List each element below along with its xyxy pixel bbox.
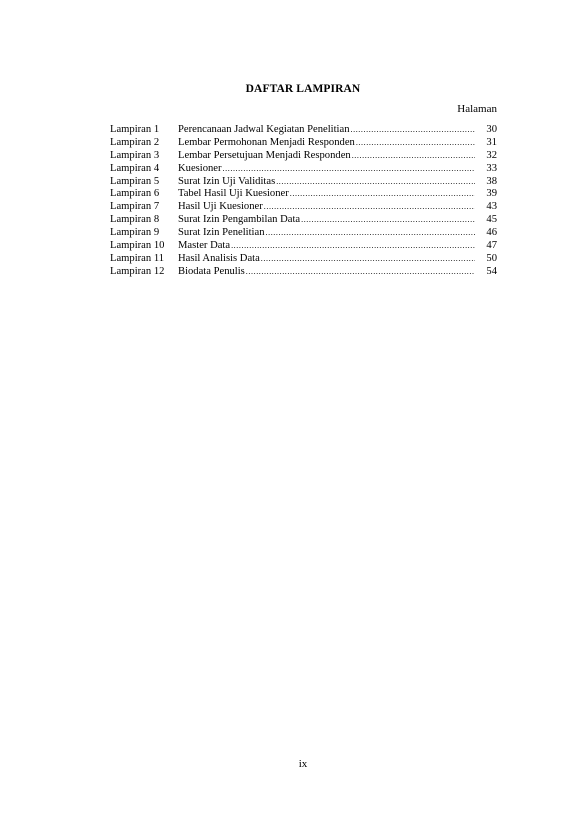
- appendix-title: Tabel Hasil Uji Kuesioner: [178, 188, 289, 200]
- dot-leader: [246, 266, 475, 279]
- appendix-page: 45: [486, 214, 497, 226]
- appendix-label: Lampiran 10: [110, 240, 165, 252]
- list-item: [110, 201, 497, 214]
- appendix-title: Kuesioner: [178, 162, 222, 174]
- dot-leader: [290, 188, 475, 201]
- appendix-label: Lampiran 8: [110, 214, 160, 226]
- appendix-list: [110, 124, 497, 279]
- appendix-page: 33: [486, 162, 497, 174]
- dot-leader: [276, 176, 475, 189]
- list-item: [110, 124, 497, 137]
- list-item: [110, 227, 497, 240]
- list-item: [110, 188, 497, 201]
- appendix-label: Lampiran 9: [110, 227, 160, 239]
- appendix-title: Master Data: [178, 240, 231, 252]
- appendix-page: 43: [486, 201, 497, 213]
- appendix-label: Lampiran 6: [110, 188, 160, 200]
- appendix-label: Lampiran 5: [110, 175, 160, 187]
- dot-leader: [223, 163, 475, 176]
- appendix-page: 30: [486, 124, 497, 135]
- appendix-title: Surat Izin Uji Validitas: [178, 175, 276, 187]
- page-number: ix: [298, 758, 308, 770]
- list-item: [110, 266, 497, 279]
- list-item: [110, 163, 497, 176]
- appendix-title: Lembar Persetujuan Menjadi Responden: [178, 149, 351, 161]
- appendix-page: 38: [486, 175, 497, 187]
- appendix-label: Lampiran 12: [110, 265, 165, 277]
- appendix-title: Lembar Permohonan Menjadi Responden: [178, 136, 355, 148]
- appendix-label: Lampiran 1: [110, 124, 160, 135]
- dot-leader: [264, 201, 475, 214]
- appendix-title: Hasil Uji Kuesioner: [178, 201, 263, 213]
- dot-leader: [266, 227, 476, 240]
- appendix-page: 50: [486, 252, 497, 264]
- appendix-title: Surat Izin Penelitian: [178, 227, 265, 239]
- appendix-page: 47: [486, 240, 497, 252]
- appendix-label: Lampiran 11: [110, 252, 165, 264]
- appendix-title: Surat Izin Pengambilan Data: [178, 214, 301, 226]
- appendix-page: 32: [486, 149, 497, 161]
- list-item: [110, 253, 497, 266]
- dot-leader: [231, 240, 475, 253]
- appendix-title: Hasil Analisis Data: [178, 252, 260, 264]
- dot-leader: [352, 150, 475, 163]
- dot-leader: [356, 137, 475, 150]
- dot-leader: [261, 253, 475, 266]
- list-item: [110, 214, 497, 227]
- appendix-title: Perencanaan Jadwal Kegiatan Penelitian: [178, 124, 350, 135]
- appendix-label: Lampiran 4: [110, 162, 160, 174]
- dot-leader: [301, 214, 475, 227]
- appendix-label: Lampiran 2: [110, 136, 160, 148]
- appendix-label: Lampiran 3: [110, 149, 160, 161]
- list-item: [110, 240, 497, 253]
- list-item: [110, 150, 497, 163]
- list-item: [110, 137, 497, 150]
- appendix-title: Biodata Penulis: [178, 265, 245, 277]
- appendix-page: 31: [486, 136, 497, 148]
- appendix-label: Lampiran 7: [110, 201, 160, 213]
- list-item: [110, 176, 497, 189]
- appendix-page: 46: [486, 227, 497, 239]
- appendix-page: 39: [486, 188, 497, 200]
- appendix-page: 54: [486, 265, 497, 277]
- page-column-header: Halaman: [457, 103, 497, 115]
- page-title: DAFTAR LAMPIRAN: [245, 83, 361, 95]
- dot-leader: [351, 124, 476, 137]
